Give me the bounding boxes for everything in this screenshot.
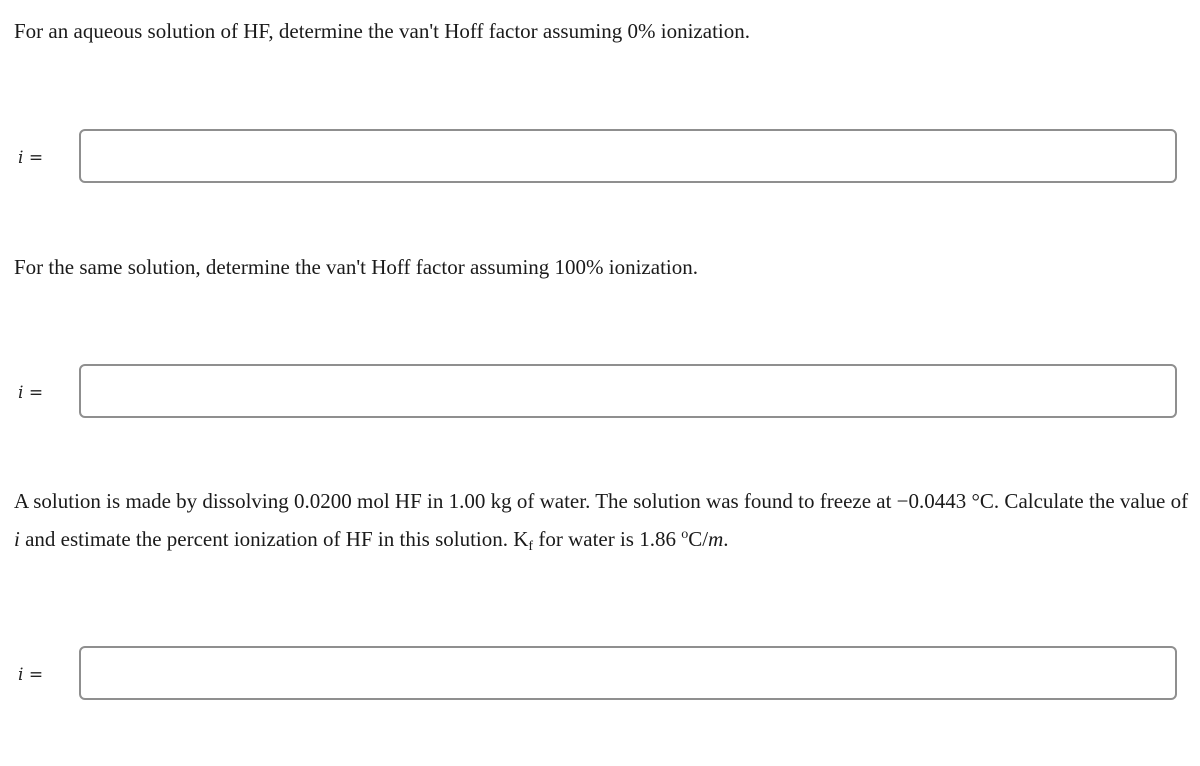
answer-input-3[interactable] — [79, 646, 1177, 700]
variable-i: i — [18, 148, 24, 168]
equals-sign: = — [23, 665, 44, 685]
equals-sign: = — [23, 383, 44, 403]
question-3-text — [14, 484, 1189, 564]
question-3-part: for water is 1.86 — [533, 527, 682, 551]
question-3-part: and estimate the percent ionization of HF in this solution. K — [19, 527, 529, 551]
equals-sign: = — [23, 148, 44, 168]
subscript-f: f — [528, 539, 534, 554]
answer-label-3 — [18, 665, 43, 685]
variable-i: i — [18, 665, 24, 685]
variable-i: i — [14, 527, 20, 551]
answer-label-2 — [18, 383, 43, 403]
answer-input-1[interactable] — [79, 129, 1177, 183]
question-3-part: . — [723, 527, 729, 551]
answer-input-2[interactable] — [79, 364, 1177, 418]
question-2-text: For the same solution, determine the van't Hoff factor assuming 100% ionization. — [14, 255, 698, 279]
variable-i: i — [18, 383, 24, 403]
answer-label-1 — [18, 148, 43, 168]
question-3-part: A solution is made by dissolving 0.0200 mol HF in 1.00 kg of water. The solution was found to freeze at −0.0443 °C. Calculate the value of — [14, 489, 1189, 513]
degree-superscript: o — [681, 527, 689, 542]
molality-unit: m — [708, 527, 724, 551]
question-1-text: For an aqueous solution of HF, determine the van't Hoff factor assuming 0% ionization. — [14, 19, 750, 43]
question-3-part: C/ — [688, 527, 709, 551]
